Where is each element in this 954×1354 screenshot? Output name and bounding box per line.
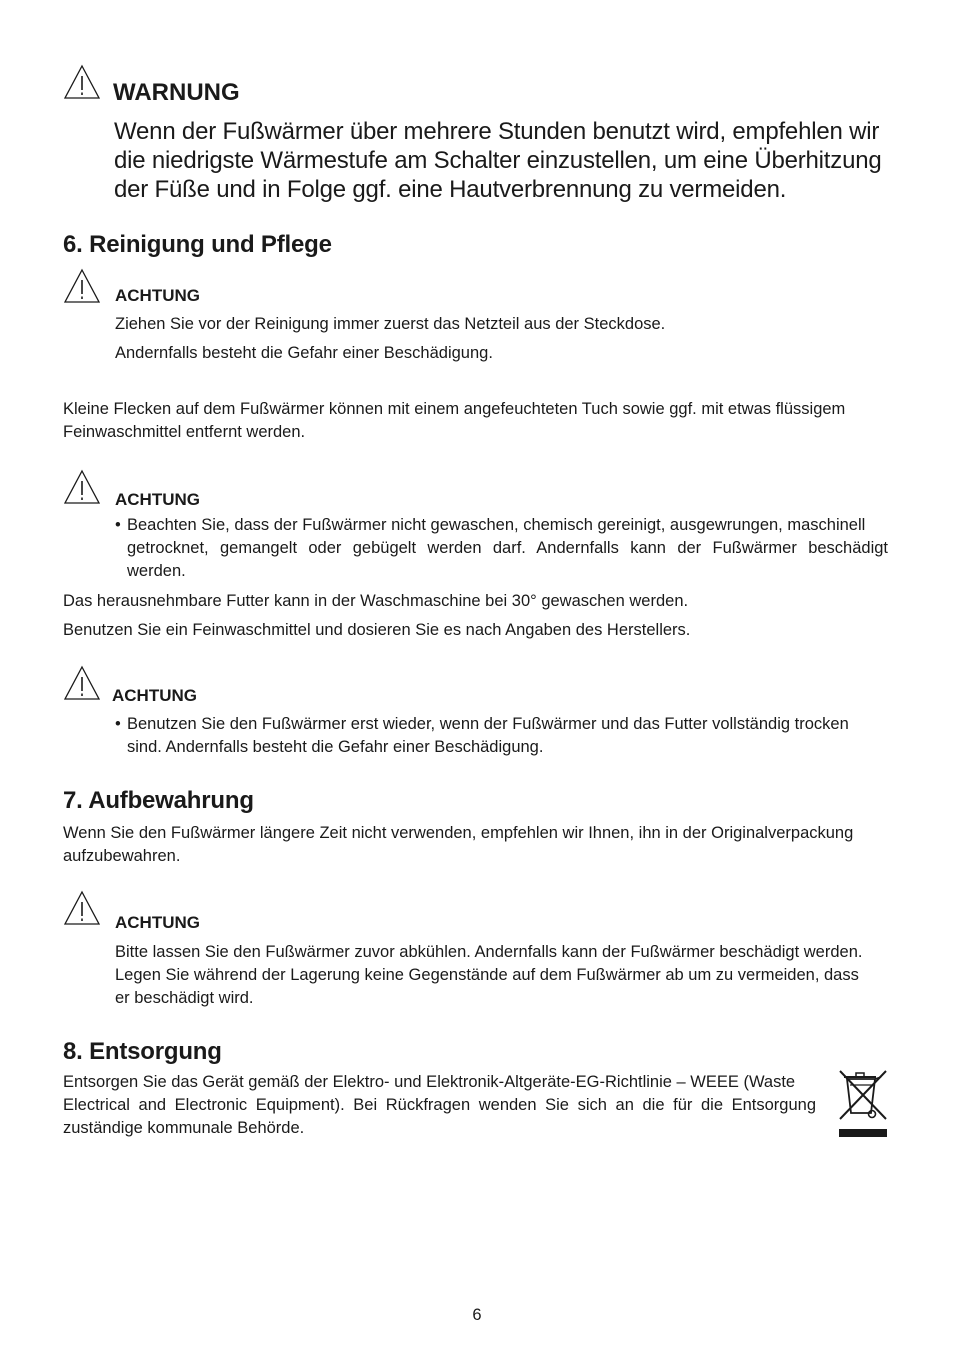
warning-triangle-icon	[63, 64, 101, 100]
warning-line-1: Wenn der Fußwärmer über mehrere Stunden benutzt wird, empfehlen wir	[114, 118, 880, 145]
caution-4-line-3: er beschädigt wird.	[115, 989, 254, 1007]
caution-1-line-1: Ziehen Sie vor der Reinigung immer zuerst das Netzteil aus der Steckdose.	[115, 315, 666, 333]
cleaning-para-line-1: Kleine Flecken auf dem Fußwärmer können mit einem angefeuchteten Tuch sowie ggf. mit etwas flüssigem	[63, 400, 846, 418]
caution-3-title: ACHTUNG	[112, 686, 197, 705]
disposal-line-1: Entsorgen Sie das Gerät gemäß der Elektro- und Elektronik-Altgeräte-EG-Richtlinie – WEEE (Waste	[63, 1073, 796, 1091]
caution-4-title: ACHTUNG	[115, 913, 200, 932]
bullet: •	[115, 715, 121, 733]
storage-para-line-2: aufzubewahren.	[63, 847, 181, 865]
caution-4-line-2: Legen Sie während der Lagerung keine Gegenstände auf dem Fußwärmer ab um zu vermeiden, dass	[115, 966, 859, 984]
caution-triangle-icon	[63, 890, 101, 926]
section-8-heading: 8. Entsorgung	[63, 1038, 222, 1065]
warning-title: WARNUNG	[113, 79, 240, 106]
caution-2-title: ACHTUNG	[115, 490, 200, 509]
caution-2-line-3: werden.	[127, 562, 186, 580]
caution-1-line-2: Andernfalls besteht die Gefahr einer Beschädigung.	[115, 344, 493, 362]
disposal-line-2: Electrical and Electronic Equipment). Bei Rückfragen wenden Sie sich an die für die Entsorgung	[63, 1096, 816, 1114]
warning-line-2: die niedrigste Wärmestufe am Schalter einzustellen, um eine Überhitzung	[114, 147, 882, 174]
caution-2-line-1: Beachten Sie, dass der Fußwärmer nicht gewaschen, chemisch gereinigt, ausgewrungen, maschinell	[127, 516, 866, 534]
section-7-heading: 7. Aufbewahrung	[63, 787, 254, 814]
cleaning-para-line-2: Feinwaschmittel entfernt werden.	[63, 423, 306, 441]
caution-2-line-2: getrocknet, gemangelt oder gebügelt werden darf. Andernfalls kann der Fußwärmer beschädigt	[127, 539, 888, 557]
caution-4-line-1: Bitte lassen Sie den Fußwärmer zuvor abkühlen. Andernfalls kann der Fußwärmer beschädigt werden.	[115, 943, 863, 961]
caution-triangle-icon	[63, 469, 101, 505]
caution-triangle-icon	[63, 665, 101, 701]
page-number: 6	[472, 1306, 482, 1324]
lining-wash-para: Das herausnehmbare Futter kann in der Waschmaschine bei 30° gewaschen werden.	[63, 592, 689, 610]
warning-line-3: der Füße und in Folge ggf. eine Hautverbrennung zu vermeiden.	[114, 176, 787, 203]
crossed-out-wheelie-bin-icon	[836, 1067, 890, 1139]
detergent-para: Benutzen Sie ein Feinwaschmittel und dosieren Sie es nach Angaben des Herstellers.	[63, 621, 691, 639]
caution-3-line-1: Benutzen Sie den Fußwärmer erst wieder, wenn der Fußwärmer und das Futter vollständig trocken	[127, 715, 849, 733]
storage-para-line-1: Wenn Sie den Fußwärmer längere Zeit nicht verwenden, empfehlen wir Ihnen, ihn in der Originalverpackung	[63, 824, 854, 842]
bullet: •	[115, 516, 121, 534]
caution-triangle-icon	[63, 268, 101, 304]
section-6-heading: 6. Reinigung und Pflege	[63, 231, 332, 258]
caution-3-line-2: sind. Andernfalls besteht die Gefahr einer Beschädigung.	[127, 738, 544, 756]
caution-1-title: ACHTUNG	[115, 286, 200, 305]
disposal-line-3: zuständige kommunale Behörde.	[63, 1119, 305, 1137]
